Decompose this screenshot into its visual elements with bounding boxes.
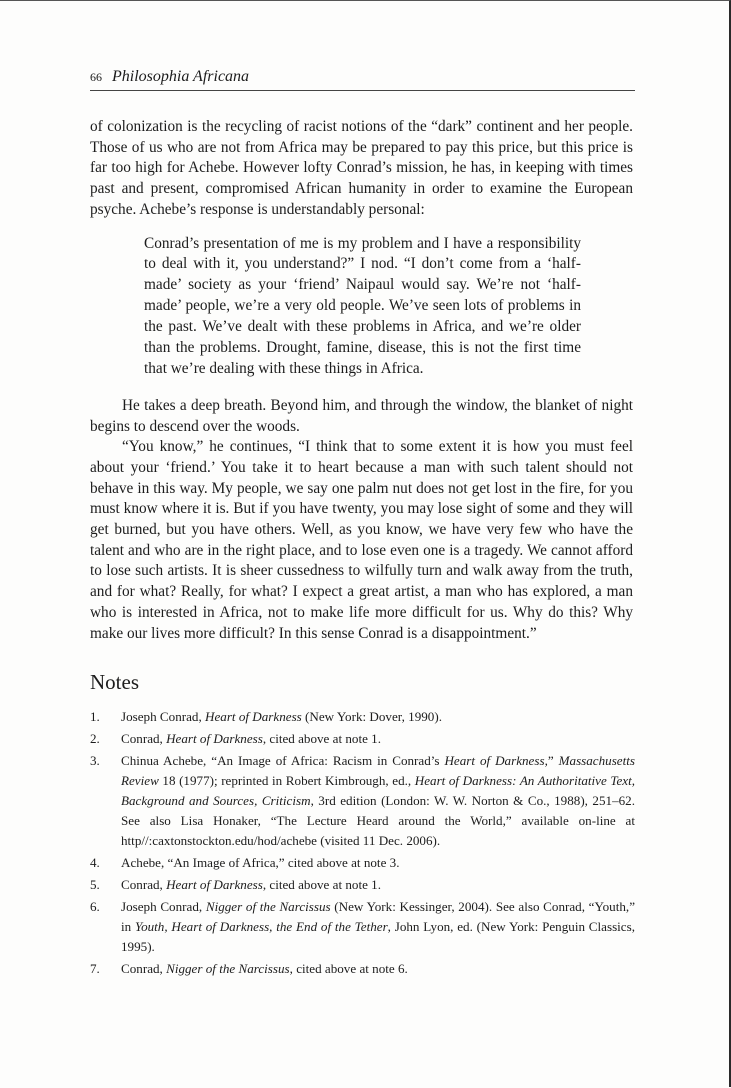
paragraph: “You know,” he continues, “I think that to some extent it is how you must feel about your ‘friend.’ You take it to heart because a man with such talent should not behave in this way. My people, we say one palm nut does not get lost in the fire, for you must know where it is. But if you have twenty, you may lose sight of some and they will get burned, but you have others. Well, as you know, we have very few who have the talent and who are in the right place, and to lose even one is a tragedy. We cannot afford to lose such artists. It is sheer cussedness to wilfully turn and walk away from the truth, and for what? Really, for what? I expect a great artist, a man who has explored, a man who is interested in Africa, not to make life more difficult for us. Why do this? Why make our lives more difficult? In this sense Conrad is a disappointment.” bbox=[90, 438, 633, 642]
note-item: 3. Chinua Achebe, “An Image of Africa: Racism in Conrad’s Heart of Darkness,” Massachusetts Review 18 (1977); reprinted in Robert Kimbrough, ed., Heart of Darkness: An Authoritative Text, Background and Sources, Criticism, 3rd edition (London: W. W. Norton & Co., 1988), 251–62. See also Lisa Honaker, “The Lecture Heard around the World,” available on-line at http//:caxtonstockton.edu/hod/achebe (visited 11 Dec. 2006). bbox=[90, 752, 635, 849]
notes-heading: Notes bbox=[90, 670, 139, 694]
journal-title: Philosophia Africana bbox=[112, 68, 250, 85]
note-number: 7. bbox=[90, 961, 100, 976]
note-item: 5. Conrad, Heart of Darkness, cited above at note 1. bbox=[90, 875, 635, 895]
block-quote: Conrad’s presentation of me is my problem and I have a responsibility to deal with it, you understand?” I nod. “I don’t come from a ‘half-made’ society as your ‘friend’ Naipaul would say. We’re not ‘half-made’ people, we’re a very old people. We’ve seen lots of problems in the past. We’ve dealt with these problems in Africa, and we’re older than the problems. Drought, famine, disease, this is not the first time that we’re dealing with these things in Africa. bbox=[144, 234, 581, 377]
paragraph: He takes a deep breath. Beyond him, and through the window, the blanket of night begins to descend over the woods. bbox=[90, 396, 633, 435]
page-number: 66 bbox=[90, 70, 102, 84]
note-number: 3. bbox=[90, 752, 100, 768]
note-item: 7. Conrad, Nigger of the Narcissus, cited above at note 6. bbox=[90, 959, 635, 979]
body-text bbox=[90, 117, 633, 644]
paragraph: of colonization is the recycling of racist notions of the “dark” continent and her people. Those of us who are not from Africa may be prepared to pay this price, but this price is far too high for Achebe. However lofty Conrad’s mission, he has, in keeping with times past and present, compromised African humanity in order to examine the European psyche. Achebe’s response is understandably personal: bbox=[90, 118, 633, 218]
note-number: 2. bbox=[90, 730, 100, 746]
running-head bbox=[90, 66, 635, 91]
note-item: 2. Conrad, Heart of Darkness, cited above at note 1. bbox=[90, 729, 635, 749]
note-number: 4. bbox=[90, 855, 100, 871]
note-number: 5. bbox=[90, 877, 100, 892]
note-item: 1. Joseph Conrad, Heart of Darkness (New York: Dover, 1990). bbox=[90, 707, 635, 727]
note-number: 1. bbox=[90, 709, 100, 724]
note-number: 6. bbox=[90, 898, 100, 914]
note-item: 4. Achebe, “An Image of Africa,” cited above at note 3. bbox=[90, 853, 635, 873]
note-item: 6. Joseph Conrad, Nigger of the Narcissus (New York: Kessinger, 2004). See also Conrad, “Youth,” in Youth, Heart of Darkness, the End of the Tether, John Lyon, ed. (New York: Penguin Classics, 1995). bbox=[90, 898, 636, 955]
notes-list bbox=[90, 707, 635, 981]
